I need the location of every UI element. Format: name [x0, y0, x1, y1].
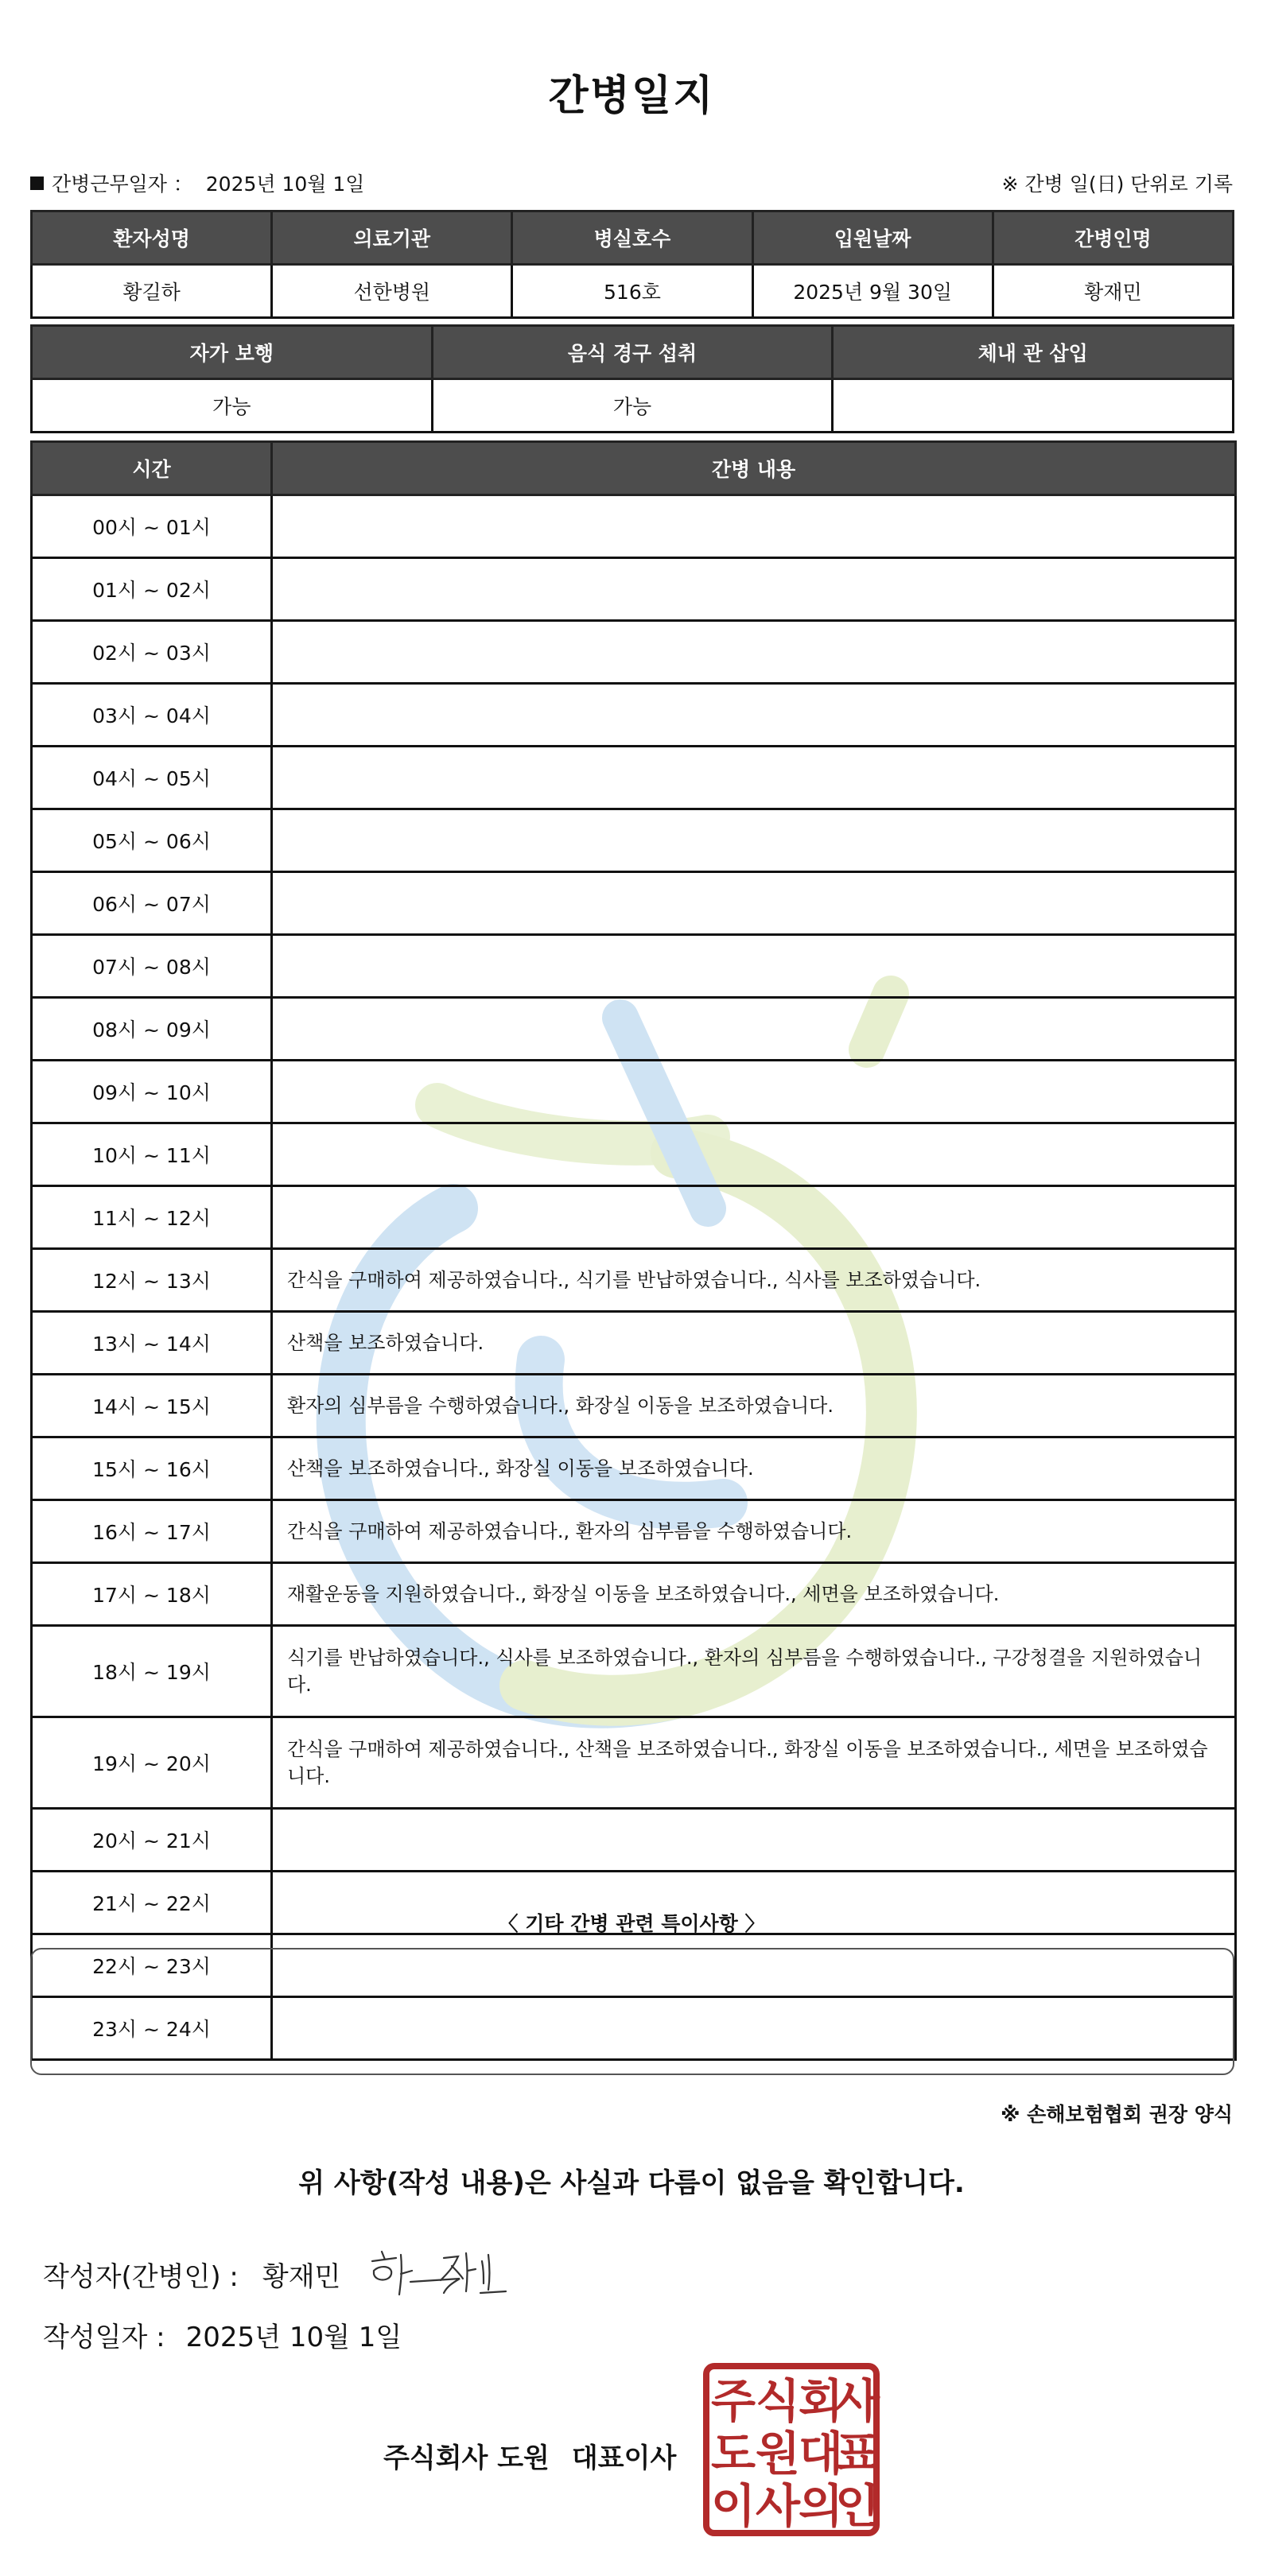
log-time-cell: 06시 ~ 07시: [32, 872, 272, 935]
log-row: [32, 998, 1236, 1061]
handwritten-signature: [364, 2247, 515, 2310]
log-row: [32, 1563, 1236, 1626]
work-date-value: 2025년 10월 1일: [205, 173, 365, 196]
svg-text:표: 표: [834, 2427, 880, 2481]
writer-label: 작성자(간병인) :: [43, 2261, 239, 2293]
caregiver-name: 황재민: [993, 265, 1233, 318]
svg-text:식: 식: [755, 2374, 801, 2428]
document-title: 간병일지: [548, 72, 715, 120]
header-patient-name: 환자성명: [32, 211, 272, 265]
writer-line: [43, 2247, 515, 2310]
log-content-cell: [272, 747, 1236, 809]
log-content-cell: [272, 1809, 1236, 1872]
log-row: [32, 1061, 1236, 1123]
log-body: [32, 495, 1236, 2060]
log-time-cell: 17시 ~ 18시: [32, 1563, 272, 1626]
log-time-cell: 04시 ~ 05시: [32, 747, 272, 809]
self-walking-value: 가능: [32, 379, 433, 433]
header-caregiver-name: 간병인명: [993, 211, 1233, 265]
hourly-care-log-table: [30, 440, 1237, 2061]
log-time-cell: 13시 ~ 14시: [32, 1312, 272, 1375]
log-row: [32, 872, 1236, 935]
header-oral-intake: 음식 경구 섭취: [432, 326, 833, 379]
svg-text:사: 사: [834, 2374, 880, 2428]
header-room: 병실호수: [512, 211, 752, 265]
log-time-cell: 03시 ~ 04시: [32, 684, 272, 747]
log-row: [32, 1375, 1236, 1437]
log-time-cell: 07시 ~ 08시: [32, 935, 272, 998]
log-row: [32, 747, 1236, 809]
log-time-cell: 02시 ~ 03시: [32, 621, 272, 684]
log-time-cell: 12시 ~ 13시: [32, 1249, 272, 1312]
log-row: [32, 935, 1236, 998]
written-date-value: 2025년 10월 1일: [185, 2322, 402, 2353]
log-row: [32, 621, 1236, 684]
log-content-cell: [272, 1186, 1236, 1249]
log-row: [32, 495, 1236, 558]
patient-name: 황길하: [32, 265, 272, 318]
log-time-cell: 22시 ~ 23시: [32, 1934, 272, 1997]
company-signature-line: [383, 2436, 676, 2475]
log-content-cell: 간식을 구매하여 제공하였습니다., 식기를 반납하였습니다., 식사를 보조하였습니다.: [272, 1249, 1236, 1312]
patient-info-value-row: [32, 265, 1234, 318]
log-content-cell: [272, 998, 1236, 1061]
log-time-cell: 01시 ~ 02시: [32, 558, 272, 621]
log-content-cell: [272, 558, 1236, 621]
log-content-cell: 환자의 심부름을 수행하였습니다., 화장실 이동을 보조하였습니다.: [272, 1375, 1236, 1437]
log-row: [32, 1186, 1236, 1249]
patient-info-table: [30, 210, 1234, 319]
log-time-cell: 16시 ~ 17시: [32, 1500, 272, 1563]
svg-text:도: 도: [710, 2427, 756, 2481]
log-content-cell: [272, 1061, 1236, 1123]
log-row: [32, 1312, 1236, 1375]
log-time-cell: 15시 ~ 16시: [32, 1437, 272, 1500]
oral-intake-value: 가능: [432, 379, 833, 433]
header-self-walking: 자가 보행: [32, 326, 433, 379]
log-row: [32, 1437, 1236, 1500]
log-content-cell: [272, 872, 1236, 935]
log-time-cell: 11시 ~ 12시: [32, 1186, 272, 1249]
svg-text:의: 의: [798, 2479, 844, 2533]
company-name: 주식회사 도원: [383, 2442, 550, 2474]
log-time-cell: 09시 ~ 10시: [32, 1061, 272, 1123]
svg-text:주: 주: [710, 2374, 756, 2428]
log-time-cell: 18시 ~ 19시: [32, 1626, 272, 1717]
svg-text:대: 대: [798, 2427, 844, 2481]
log-row: [32, 1249, 1236, 1312]
log-row: [32, 1500, 1236, 1563]
unit-note: ※ 간병 일(日) 단위로 기록: [1001, 173, 1233, 196]
company-seal-stamp-icon: [701, 2361, 881, 2538]
work-date-line: [30, 169, 364, 197]
hospital-name: 선한병원: [272, 265, 512, 318]
log-content-cell: [272, 935, 1236, 998]
log-time-cell: 14시 ~ 15시: [32, 1375, 272, 1437]
written-date-line: [43, 2315, 402, 2354]
log-content-cell: 식기를 반납하였습니다., 식사를 보조하였습니다., 환자의 심부름을 수행하였습니다., 구강청결을 지원하였습니다.: [272, 1626, 1236, 1717]
work-date-label: 간병근무일자 ：: [52, 173, 193, 196]
form-source-note: ※ 손해보험협회 권장 양식: [1001, 2103, 1233, 2126]
log-content-cell: 산책을 보조하였습니다., 화장실 이동을 보조하였습니다.: [272, 1437, 1236, 1500]
writer-name: 황재민: [262, 2261, 341, 2293]
log-header-row: [32, 442, 1236, 495]
svg-text:회: 회: [798, 2374, 844, 2428]
log-row: [32, 1809, 1236, 1872]
room-number: 516호: [512, 265, 752, 318]
tube-insertion-value: [833, 379, 1234, 433]
patient-info-header-row: [32, 211, 1234, 265]
log-content-cell: [272, 1123, 1236, 1186]
log-row: [32, 558, 1236, 621]
svg-text:인: 인: [834, 2479, 880, 2533]
log-content-cell: 간식을 구매하여 제공하였습니다., 환자의 심부름을 수행하였습니다.: [272, 1500, 1236, 1563]
log-time-cell: 08시 ~ 09시: [32, 998, 272, 1061]
header-time: 시간: [32, 442, 272, 495]
admission-date: 2025년 9월 30일: [752, 265, 993, 318]
log-content-cell: [272, 809, 1236, 872]
log-time-cell: 21시 ~ 22시: [32, 1872, 272, 1934]
log-content-cell: [272, 684, 1236, 747]
log-content-cell: 재활운동을 지원하였습니다., 화장실 이동을 보조하였습니다., 세면을 보조하였습니다.: [272, 1563, 1236, 1626]
svg-text:사: 사: [755, 2479, 801, 2533]
log-time-cell: 20시 ~ 21시: [32, 1809, 272, 1872]
header-admission-date: 입원날짜: [752, 211, 993, 265]
log-time-cell: 19시 ~ 20시: [32, 1717, 272, 1809]
svg-text:이: 이: [710, 2479, 756, 2533]
square-bullet-icon: [30, 177, 44, 190]
company-role: 대표이사: [571, 2442, 677, 2474]
log-row: [32, 1717, 1236, 1809]
header-care-content: 간병 내용: [272, 442, 1236, 495]
log-time-cell: 10시 ~ 11시: [32, 1123, 272, 1186]
header-tube-insertion: 체내 관 삽입: [833, 326, 1234, 379]
log-content-cell: [272, 621, 1236, 684]
log-time-cell: 23시 ~ 24시: [32, 1997, 272, 2060]
log-content-cell: 산책을 보조하였습니다.: [272, 1312, 1236, 1375]
notes-title: 〈 기타 간병 관련 특이사항 〉: [498, 1912, 765, 1935]
header-hospital: 의료기관: [272, 211, 512, 265]
svg-text:원: 원: [755, 2427, 801, 2481]
log-row: [32, 809, 1236, 872]
patient-status-value-row: [32, 379, 1234, 433]
log-time-cell: 05시 ~ 06시: [32, 809, 272, 872]
log-row: [32, 684, 1236, 747]
log-content-cell: 간식을 구매하여 제공하였습니다., 산책을 보조하였습니다., 화장실 이동을 보조하였습니다., 세면을 보조하였습니다.: [272, 1717, 1236, 1809]
patient-status-table: [30, 324, 1234, 433]
log-content-cell: [272, 495, 1236, 558]
written-date-label: 작성일자 :: [43, 2322, 165, 2353]
log-row: [32, 1626, 1236, 1717]
special-notes-box: [30, 1948, 1234, 2075]
patient-status-header-row: [32, 326, 1234, 379]
log-time-cell: 00시 ~ 01시: [32, 495, 272, 558]
log-row: [32, 1123, 1236, 1186]
confirmation-statement: 위 사항(작성 내용)은 사실과 다름이 없음을 확인합니다.: [298, 2167, 965, 2199]
